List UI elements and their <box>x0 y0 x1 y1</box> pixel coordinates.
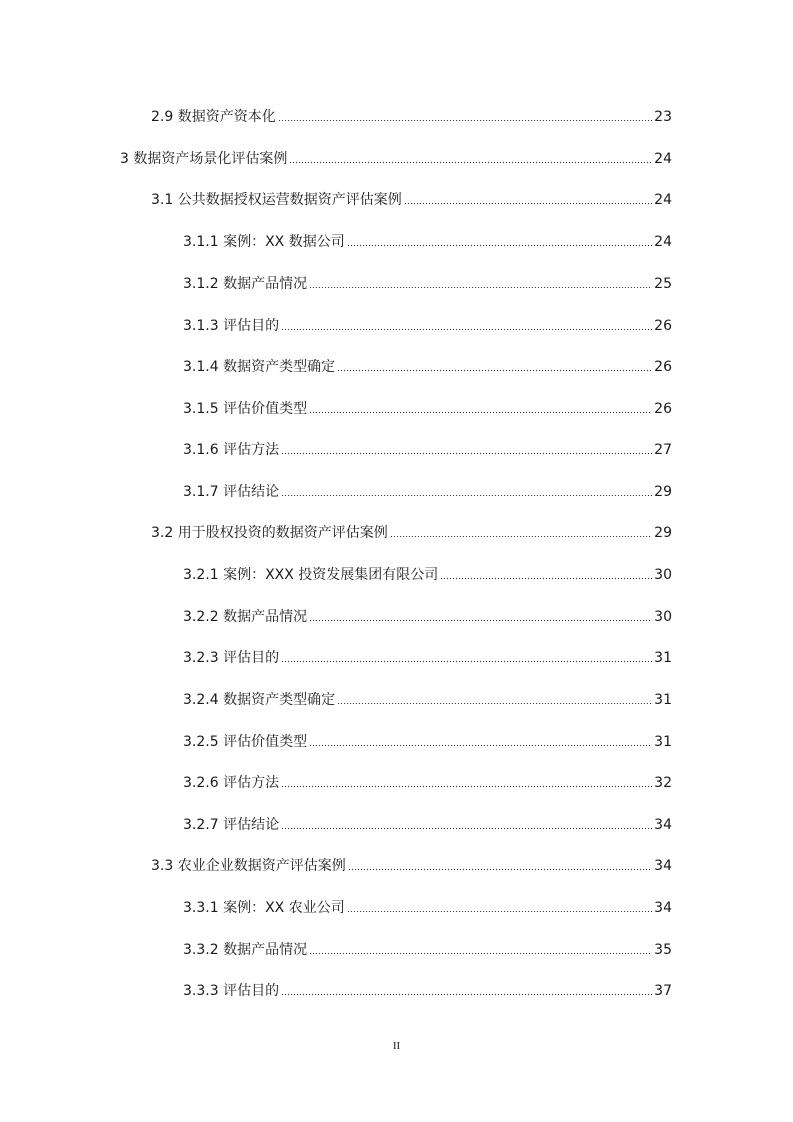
toc-entry[interactable] <box>151 522 672 542</box>
toc-dot-leader <box>281 659 652 663</box>
toc-entry[interactable] <box>183 731 672 751</box>
toc-dot-leader <box>309 410 652 414</box>
toc-entry-label: 3.3.2 数据产品情况 <box>183 942 308 958</box>
toc-entry-page: 34 <box>654 900 672 916</box>
toc-entry-label: 3.2.2 数据产品情况 <box>183 609 308 625</box>
toc-entry-page: 34 <box>654 858 672 874</box>
toc-dot-leader <box>281 826 652 830</box>
toc-entry-label: 3.1.5 评估价值类型 <box>183 401 308 417</box>
toc-entry-label: 3.1.1 案例：XX 数据公司 <box>183 234 345 250</box>
toc-entry-label: 3.1.2 数据产品情况 <box>183 276 308 292</box>
toc-entry[interactable] <box>183 814 672 834</box>
toc-entry-label: 3.3.3 评估目的 <box>183 983 280 999</box>
toc-dot-leader <box>337 701 652 705</box>
toc-entry-label: 3.2 用于股权投资的数据资产评估案例 <box>151 525 388 541</box>
toc-entry[interactable] <box>183 564 672 584</box>
toc-entry-label: 3.3.1 案例：XX 农业公司 <box>183 900 345 916</box>
toc-entry[interactable] <box>183 273 672 293</box>
toc-entry-label: 2.9 数据资产资本化 <box>151 109 276 125</box>
toc-entry-label: 3.2.6 评估方法 <box>183 775 280 791</box>
toc-dot-leader <box>309 951 652 955</box>
toc-entry-page: 26 <box>654 401 672 417</box>
toc-entry[interactable] <box>183 689 672 709</box>
toc-entry-page: 24 <box>654 234 672 250</box>
toc-entry-label: 3.2.1 案例：XXX 投资发展集团有限公司 <box>183 567 439 583</box>
toc-entry[interactable] <box>183 481 672 501</box>
toc-dot-leader <box>281 992 652 996</box>
toc-dot-leader <box>440 576 652 580</box>
toc-dot-leader <box>281 327 652 331</box>
toc-entry-page: 24 <box>654 151 672 167</box>
toc-dot-leader <box>347 909 652 913</box>
toc-entry-page: 29 <box>654 525 672 541</box>
toc-entry-page: 37 <box>654 983 672 999</box>
toc-entry-page: 25 <box>654 276 672 292</box>
toc-entry-page: 23 <box>654 109 672 125</box>
toc-entry-page: 32 <box>654 775 672 791</box>
toc-entry-page: 29 <box>654 484 672 500</box>
toc-entry[interactable] <box>183 315 672 335</box>
toc-entry-page: 26 <box>654 359 672 375</box>
toc-entry[interactable] <box>151 189 672 209</box>
toc-entry[interactable] <box>183 980 672 1000</box>
toc-entry-label: 3.3 农业企业数据资产评估案例 <box>151 858 346 874</box>
toc-entry-page: 31 <box>654 734 672 750</box>
toc-entry-label: 3.1.7 评估结论 <box>183 484 280 500</box>
toc-dot-leader <box>404 201 652 205</box>
toc-entry-page: 30 <box>654 609 672 625</box>
toc-dot-leader <box>347 243 652 247</box>
toc-entry-page: 26 <box>654 318 672 334</box>
toc-entry-label: 3 数据资产场景化评估案例 <box>120 151 288 167</box>
toc-entry-label: 3.2.7 评估结论 <box>183 817 280 833</box>
toc-dot-leader <box>348 867 652 871</box>
toc-dot-leader <box>289 160 652 164</box>
toc-entry-page: 35 <box>654 942 672 958</box>
toc-dot-leader <box>309 285 652 289</box>
toc-dot-leader <box>281 451 652 455</box>
toc-entry-page: 24 <box>654 192 672 208</box>
toc-entry[interactable] <box>183 398 672 418</box>
toc-entry[interactable] <box>183 647 672 667</box>
toc-entry[interactable] <box>183 606 672 626</box>
toc-entry[interactable] <box>120 148 672 168</box>
page-number: II <box>392 1040 401 1052</box>
toc-entry[interactable] <box>183 439 672 459</box>
toc-dot-leader <box>337 368 652 372</box>
toc-dot-leader <box>278 118 652 122</box>
toc-entry[interactable] <box>183 897 672 917</box>
toc-entry-page: 34 <box>654 817 672 833</box>
toc-dot-leader <box>281 784 652 788</box>
toc-entry[interactable] <box>183 772 672 792</box>
toc-entry-label: 3.2.3 评估目的 <box>183 650 280 666</box>
toc-entry-label: 3.1.3 评估目的 <box>183 318 280 334</box>
toc-entry[interactable] <box>183 356 672 376</box>
toc-dot-leader <box>309 743 652 747</box>
toc-entry[interactable] <box>151 106 672 126</box>
toc-entry-page: 31 <box>654 692 672 708</box>
toc-entry-page: 27 <box>654 442 672 458</box>
toc-entry-label: 3.2.4 数据资产类型确定 <box>183 692 336 708</box>
toc-entry[interactable] <box>151 855 672 875</box>
toc-entry[interactable] <box>183 939 672 959</box>
toc-entry-label: 3.1 公共数据授权运营数据资产评估案例 <box>151 192 402 208</box>
toc-entry-page: 30 <box>654 567 672 583</box>
toc-dot-leader <box>309 618 652 622</box>
toc-entry-label: 3.1.6 评估方法 <box>183 442 280 458</box>
toc-entry[interactable] <box>183 231 672 251</box>
toc-dot-leader <box>390 534 652 538</box>
toc-entry-label: 3.2.5 评估价值类型 <box>183 734 308 750</box>
toc-dot-leader <box>281 493 652 497</box>
toc-entry-page: 31 <box>654 650 672 666</box>
toc-entry-label: 3.1.4 数据资产类型确定 <box>183 359 336 375</box>
